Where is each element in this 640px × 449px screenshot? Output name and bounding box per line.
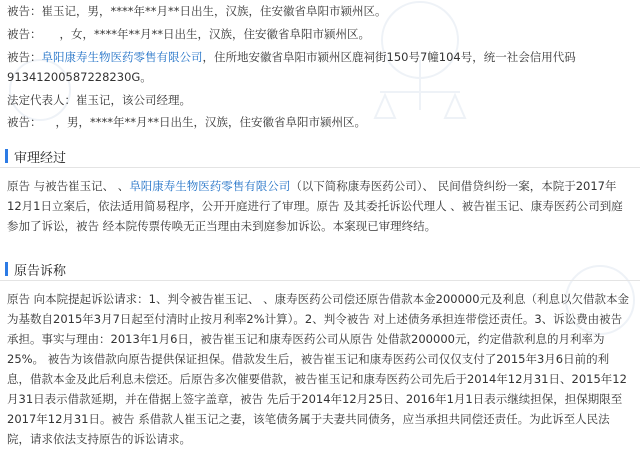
section-accent-bar <box>5 149 8 163</box>
party-line-2 <box>7 25 370 43</box>
section-title: 原告诉称 <box>14 264 67 279</box>
party-label: 被告： <box>7 50 42 64</box>
section-divider <box>0 167 640 168</box>
section-divider <box>0 280 640 281</box>
party-text: 91341200587228230G。 <box>7 70 152 84</box>
party-label: 被告： <box>7 27 42 41</box>
party-line-3 <box>7 48 576 66</box>
party-text: ，男，****年**月**日出生，汉族，住安徽省阜阳市颍州区。 <box>55 115 366 129</box>
claim-paragraph: 原告 向本院提起诉讼请求：1、判令被告崔玉记、 、康寿医药公司偿还原告借款本金200000元及利息（利息以欠借款本金为基数自2015年3月7日起至付清时止按月利率2%计算）。2、判令被告 对上述债务承担连带偿还责任。3、诉讼费由被告承担。事实与理由：2013年1月6日，被告崔玉记和康寿医药公司从原告 处借款200000元，约定借款利息的月利率为25%。 被告为该借款向原告提供保证担保。借款发生后，被告崔玉记和康寿医药公司仅仅支付了2015年3月6日前的利息，借款本金及此后利息未偿还。后原告多次催要借款，被告崔玉记和康寿医药公司先后于2014年12月31日、2015年12月31日表示借款延期，并在借据上签字盖章，被告 先后于2014年12月25日、2016年1月1日表示继续担保，担保期限至2017年12月31日。被告 系借款人崔玉记之妻，该笔债务属于夫妻共同债务，应当承担共同偿还责任。为此诉至人民法院，请求依法支持原告的诉讼请求。 <box>7 292 630 446</box>
trial-text-start: 原告 与被告崔玉记、 、 <box>7 179 130 193</box>
party-text: 崔玉记，该公司经理。 <box>76 93 191 107</box>
trial-text-rest: （以下简称康寿医药公司）、 民间借贷纠纷一案，本院于2017年12月1日立案后，依法适用简易程序，公开开庭进行了审理。原告 及其委托诉讼代理人 、被告崔玉记、康寿医药公司到庭参加了诉讼，被告 经本院传票传唤无正当理由未到庭参加诉讼。本案现已审理终结。 <box>7 179 623 233</box>
party-text: ，住所地安徽省阜阳市颍州区鹿祠街150号7幢104号，统一社会信用代码 <box>202 50 576 64</box>
trial-paragraph <box>7 176 631 236</box>
company-link[interactable]: 阜阳康寿生物医药零售有限公司 <box>129 179 291 193</box>
company-link[interactable]: 阜阳康寿生物医药零售有限公司 <box>41 50 203 64</box>
party-label: 被告： <box>7 4 42 18</box>
party-text: 崔玉记，男，****年**月**日出生，汉族，住安徽省阜阳市颍州区。 <box>41 4 387 18</box>
party-line-4 <box>7 68 152 86</box>
party-label: 法定代表人： <box>7 93 76 107</box>
section-header-trial <box>0 145 640 167</box>
party-line-5 <box>7 91 191 109</box>
party-label: 被告： <box>7 115 42 129</box>
section-header-claim <box>0 258 640 280</box>
section-title: 审理经过 <box>14 151 67 166</box>
section-accent-bar <box>5 262 8 276</box>
party-line-6 <box>7 113 366 131</box>
party-line-1 <box>7 2 387 20</box>
party-text: ，女，****年**月**日出生，汉族，住安徽省阜阳市颍州区。 <box>59 27 370 41</box>
